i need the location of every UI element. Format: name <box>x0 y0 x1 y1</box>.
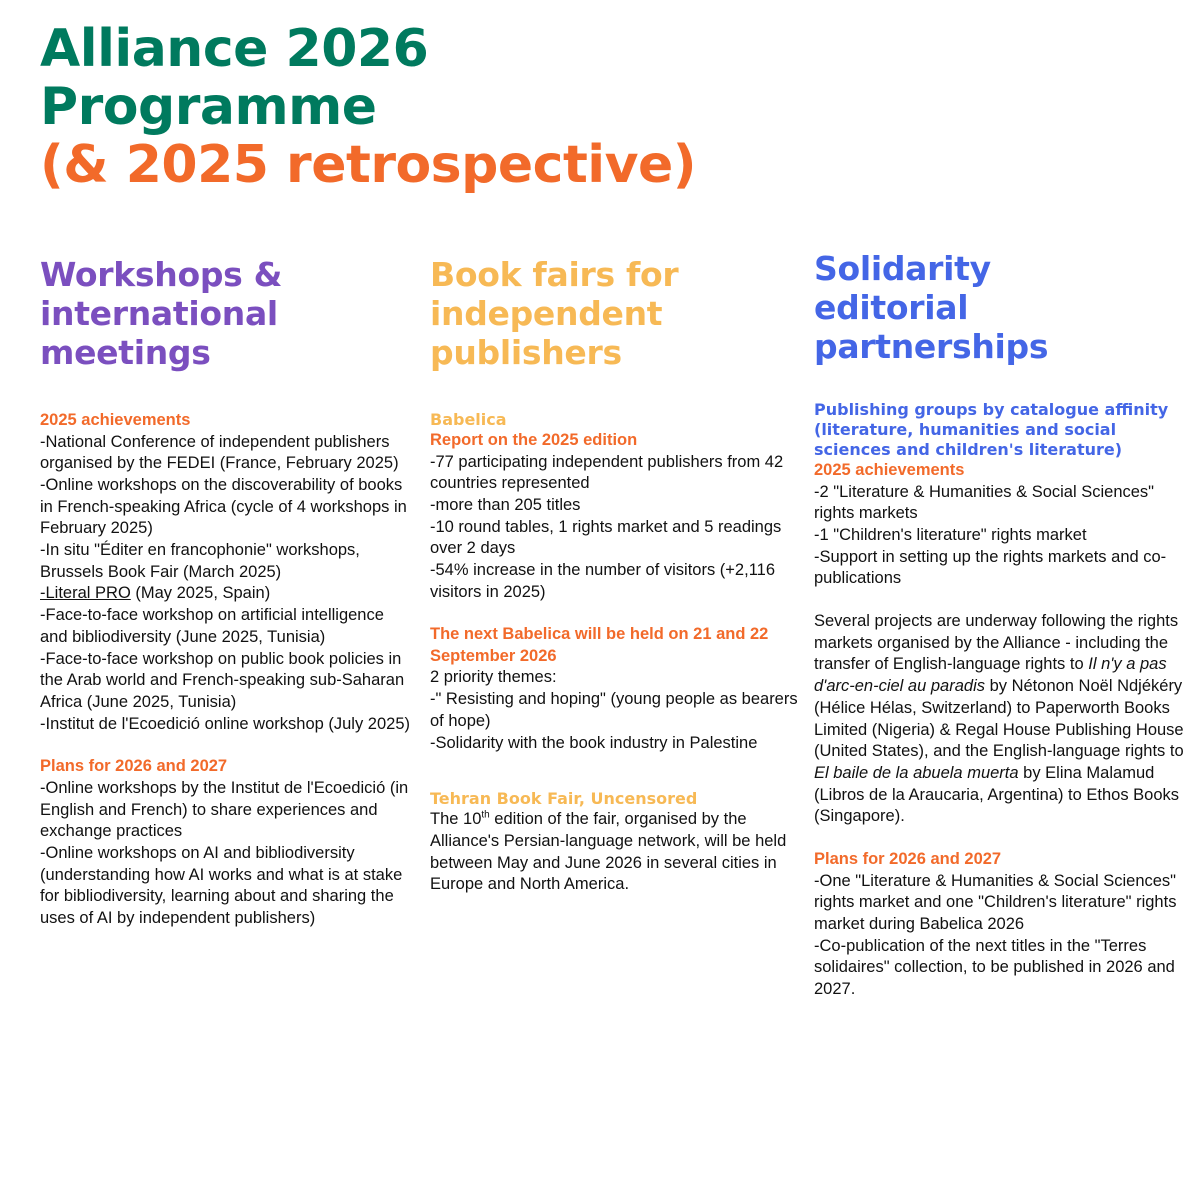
spacer <box>430 775 800 789</box>
workshops-achievements-label: 2025 achievements <box>40 411 191 429</box>
spacer <box>814 828 1186 849</box>
solidarity-plan-item: -One "Literature & Humanities & Social Sciences" rights market and one "Children's literature" rights market during Babelica 2026 <box>814 871 1177 933</box>
book-title-2: El baile de la abuela muerta <box>814 763 1019 782</box>
spacer <box>40 735 415 756</box>
workshops-heading <box>40 255 415 372</box>
solidarity-column <box>814 249 1186 1001</box>
solidarity-heading-line-2: editorial <box>814 288 969 327</box>
spacer <box>430 754 800 775</box>
bookfairs-heading-line-2: independent <box>430 294 663 333</box>
projects-text-3: by Elina Malamud (Libros de la Araucaria, Argentina) to Ethos Books (Singapore). <box>814 763 1180 826</box>
bookfairs-heading <box>430 255 800 372</box>
babelica-report-item: -10 round tables, 1 rights market and 5 readings over 2 days <box>430 517 782 558</box>
tehran-fair-label: Tehran Book Fair, Uncensored <box>430 789 698 809</box>
workshops-plan-item: -Online workshops on AI and bibliodiversity (understanding how AI works and what is at stake for bibliodiversity, learning about and sharing the uses of AI by independent publishers) <box>40 843 403 928</box>
workshops-plans-label: Plans for 2026 and 2027 <box>40 757 228 776</box>
page-title-line-2: Programme <box>40 77 377 137</box>
workshops-achievement-item <box>40 583 415 605</box>
solidarity-achievement-item: -2 "Literature & Humanities & Social Sciences" rights markets <box>814 482 1155 523</box>
literal-pro-details: (May 2025, Spain) <box>130 584 271 603</box>
priority-themes-intro: 2 priority themes: <box>430 668 557 687</box>
solidarity-heading-line-1: Solidarity <box>814 249 991 288</box>
workshops-achievement-item: -Online workshops on the discoverability of books in French-speaking Africa (cycle of 4 workshops in February 2025) <box>40 475 407 538</box>
spacer <box>814 590 1186 611</box>
publishing-groups-label: Publishing groups by catalogue affinity (literature, humanities and social sciences and children's literature) <box>814 400 1169 459</box>
babelica-report-label: Report on the 2025 edition <box>430 431 638 449</box>
book-title-1: Il n'y a pas d'arc-en-ciel au paradis <box>814 655 1167 696</box>
workshops-achievement-item: -Face-to-face workshop on public book policies in the Arab world and French-speaking sub-Saharan Africa (June 2025, Tunisia) <box>40 649 405 711</box>
workshops-heading-line-3: meetings <box>40 333 211 372</box>
projects-text-1: Several projects are underway following the rights markets organised by the Alliance - including the transfer of English-language rights to <box>814 612 1179 674</box>
projects-paragraph <box>814 611 1186 828</box>
workshops-achievement-item: -Face-to-face workshop on artificial intelligence and bibliodiversity (June 2025, Tunisia) <box>40 606 384 646</box>
next-babelica-label: The next Babelica will be held on 21 and 22 September 2026 <box>430 625 769 665</box>
solidarity-achievements-label: 2025 achievements <box>814 461 965 479</box>
babelica-report-item: -more than 205 titles <box>430 495 581 514</box>
babelica-report-item: -77 participating independent publishers from 42 countries represented <box>430 452 784 493</box>
babelica-report-item: -54% increase in the number of visitors (+2,116 visitors in 2025) <box>430 561 775 601</box>
tehran-fair-description <box>430 809 800 896</box>
page-subtitle: (& 2025 retrospective) <box>40 135 697 195</box>
workshops-achievement-item: -In situ "Éditer en francophonie" workshops, Brussels Book Fair (March 2025) <box>40 541 360 581</box>
solidarity-plans-label: Plans for 2026 and 2027 <box>814 850 1002 869</box>
priority-theme-item: -Solidarity with the book industry in Palestine <box>430 733 758 752</box>
workshops-heading-line-1: Workshops & <box>40 255 283 294</box>
spacer <box>430 603 800 624</box>
literal-pro-link[interactable]: -Literal PRO <box>40 584 131 603</box>
bookfairs-column <box>430 255 800 896</box>
solidarity-heading-line-3: partnerships <box>814 327 1049 366</box>
solidarity-achievement-item: -1 "Children's literature" rights market <box>814 525 1087 544</box>
solidarity-heading <box>814 249 1186 366</box>
bookfairs-heading-line-1: Book fairs for <box>430 255 679 294</box>
bookfairs-body <box>430 410 800 896</box>
workshops-achievement-item: -National Conference of independent publishers organised by the FEDEI (France, February 2025) <box>40 432 399 473</box>
workshops-achievement-item: -Institut de l'Ecoedició online workshop (July 2025) <box>40 714 411 733</box>
solidarity-body <box>814 400 1186 1001</box>
babelica-label: Babelica <box>430 410 507 429</box>
projects-text-2: by Nétonon Noël Ndjékéry (Hélice Hélas, Switzerland) to Paperworth Books Limited (Nigeria) & Regal House Publishing House (United States), and the English-language rights to <box>814 677 1184 761</box>
page-title-line-1: Alliance 2026 <box>40 19 429 79</box>
bookfairs-heading-line-3: publishers <box>430 333 622 372</box>
tehran-ordinal-suffix: th <box>481 809 490 821</box>
solidarity-achievement-item: -Support in setting up the rights markets and co-publications <box>814 547 1167 588</box>
tehran-text-rest: edition of the fair, organised by the Alliance's Persian-language network, will be held between May and June 2026 in several cities in Europe and North America. <box>430 810 787 894</box>
workshops-plan-item: -Online workshops by the Institut de l'Ecoedició (in English and French) to share experiences and exchange practices <box>40 778 409 841</box>
page-title-block <box>40 20 696 194</box>
solidarity-plan-item: -Co-publication of the next titles in the "Terres solidaires" collection, to be published in 2026 and 2027. <box>814 936 1175 999</box>
workshops-column <box>40 255 415 930</box>
workshops-heading-line-2: international <box>40 294 278 333</box>
tehran-text-start: The 10 <box>430 810 482 829</box>
workshops-body <box>40 410 415 930</box>
priority-theme-item: -" Resisting and hoping" (young people as bearers of hope) <box>430 690 798 730</box>
